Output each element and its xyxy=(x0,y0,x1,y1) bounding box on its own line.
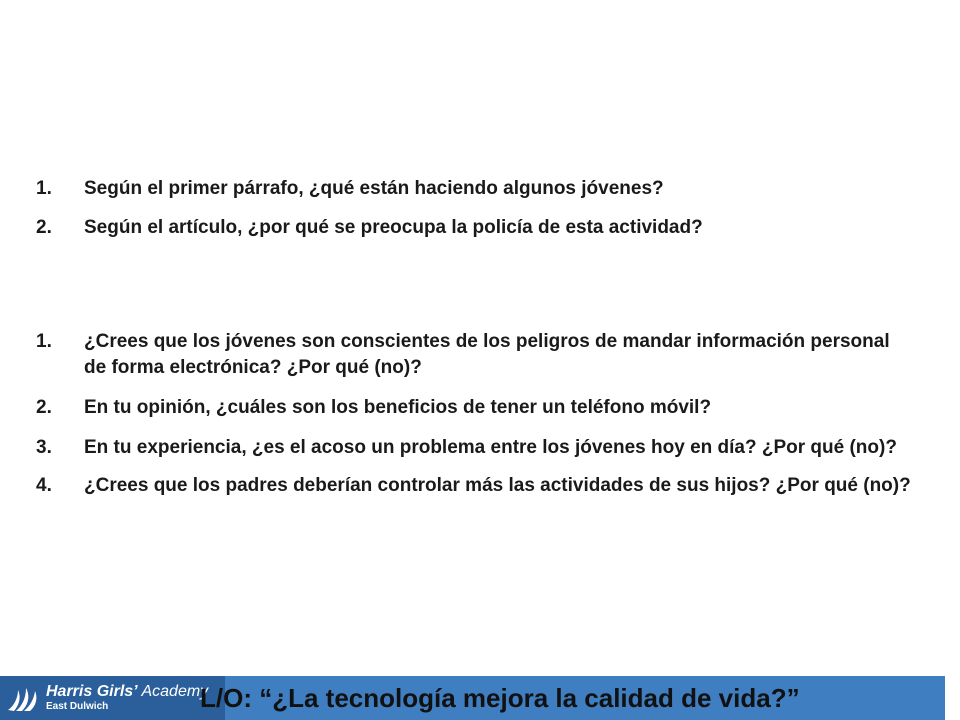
harris-academy-logo-icon xyxy=(4,679,42,717)
logo-name xyxy=(46,684,208,700)
logo-name-light: Academy xyxy=(141,683,209,700)
question-text: Según el artículo, ¿por qué se preocupa la policía de esta actividad? xyxy=(84,217,703,238)
question-number: 3. xyxy=(36,437,52,458)
question-number: 2. xyxy=(36,217,52,238)
list-item xyxy=(36,395,916,421)
question-text: ¿Crees que los padres deberían controlar más las actividades de sus hijos? ¿Por qué (no)? xyxy=(84,475,911,496)
logo-text xyxy=(46,684,208,712)
learning-objective-title: L/O: “¿La tecnología mejora la calidad de vida?” xyxy=(200,683,800,713)
footer-edge xyxy=(945,676,960,720)
list-item xyxy=(36,473,916,499)
logo-name-bold: Harris Girls’ xyxy=(46,683,138,700)
question-text: ¿Crees que los jóvenes son conscientes de los peligros de mandar información personal de forma electrónica? ¿Por qué (no)? xyxy=(84,331,890,378)
question-number: 1. xyxy=(36,178,52,199)
list-item xyxy=(36,176,916,202)
logo-location: East Dulwich xyxy=(46,701,109,712)
question-text: En tu opinión, ¿cuáles son los beneficios de tener un teléfono móvil? xyxy=(84,397,712,418)
question-number: 2. xyxy=(36,397,52,418)
question-number: 1. xyxy=(36,331,52,352)
comprehension-questions-list xyxy=(36,176,916,254)
footer-bar xyxy=(0,676,945,720)
list-item xyxy=(36,435,916,461)
academy-logo xyxy=(0,676,225,720)
question-text: En tu experiencia, ¿es el acoso un problema entre los jóvenes hoy en día? ¿Por qué (no)? xyxy=(84,437,897,458)
question-number: 4. xyxy=(36,475,52,496)
question-text: Según el primer párrafo, ¿qué están haciendo algunos jóvenes? xyxy=(84,178,664,199)
list-item xyxy=(36,329,916,381)
opinion-questions-list xyxy=(36,329,916,513)
list-item xyxy=(36,215,916,241)
